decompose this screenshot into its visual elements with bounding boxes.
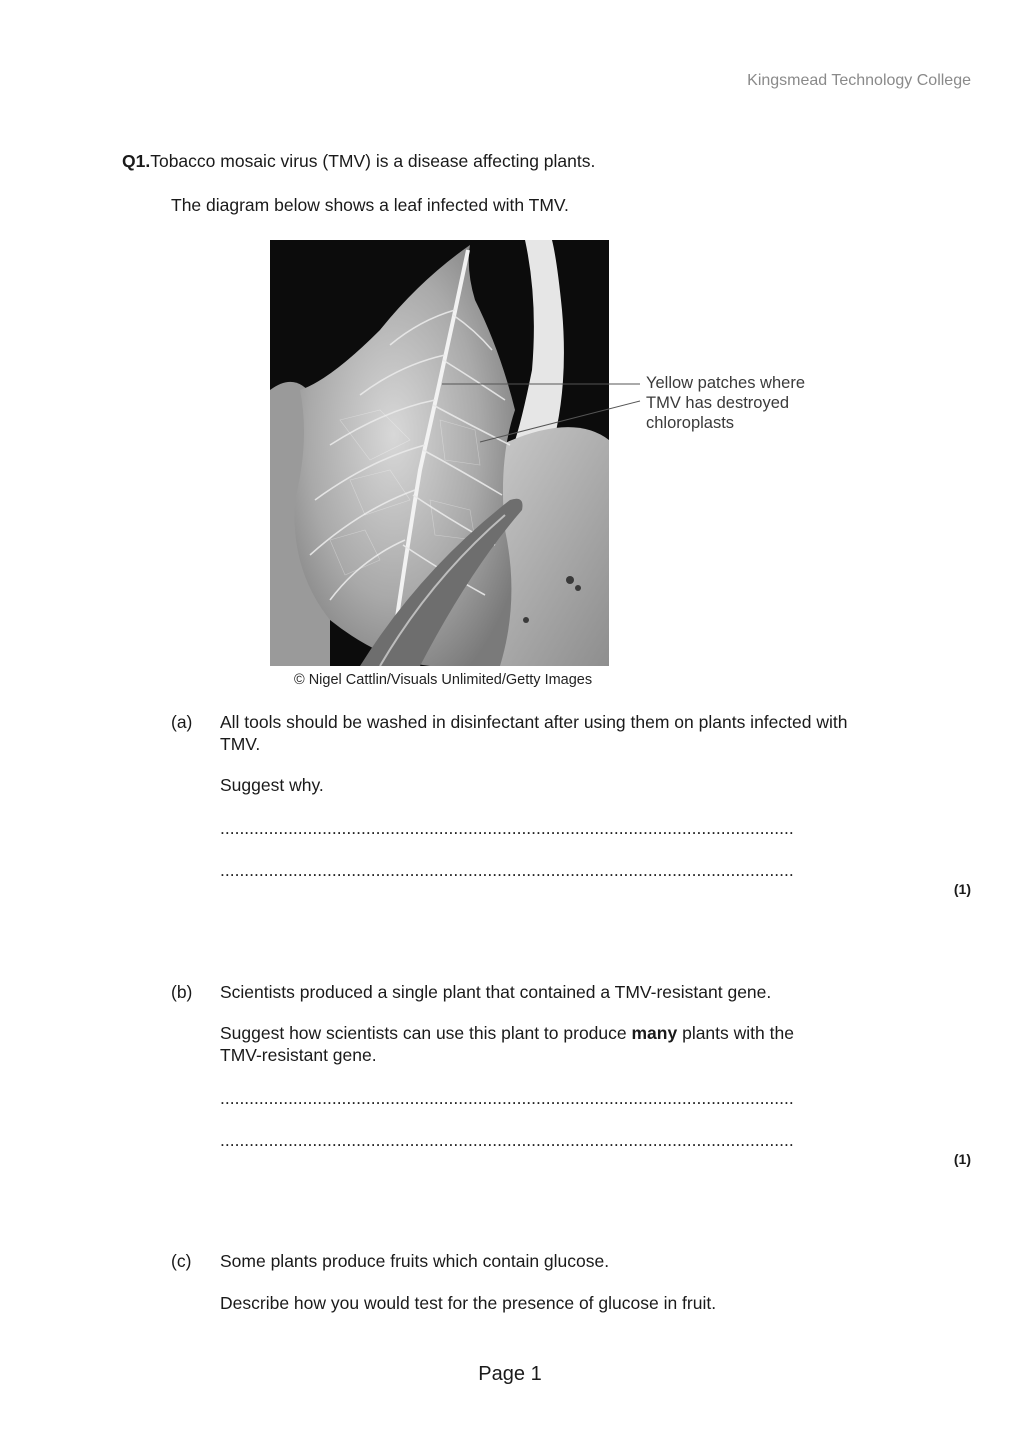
leaf-annotation-line-3: chloroplasts [646, 414, 735, 432]
part-b-prompt-post: plants with the [677, 1023, 794, 1043]
diagram-intro: The diagram below shows a leaf infected with TMV. [171, 195, 569, 215]
question-intro: Tobacco mosaic virus (TMV) is a disease affecting plants. [150, 151, 596, 171]
part-b-text-line-1: Scientists produced a single plant that contained a TMV-resistant gene. [220, 982, 772, 1002]
leaf-annotation [646, 373, 805, 433]
part-a-answer-line-1[interactable]: ...................................................................................................................... [220, 818, 794, 838]
photo-credit: © Nigel Cattlin/Visuals Unlimited/Getty Images [294, 672, 593, 688]
school-name: Kingsmead Technology College [747, 72, 971, 89]
question-number: Q1. [122, 151, 151, 171]
part-a-text-line-2: TMV. [220, 734, 261, 754]
part-b-prompt-bold: many [631, 1023, 678, 1043]
part-c-prompt: Describe how you would test for the presence of glucose in fruit. [220, 1293, 717, 1313]
part-b-prompt-line-1 [220, 1023, 794, 1044]
part-c-letter: (c) [171, 1251, 192, 1271]
leaf-annotation-line-1: Yellow patches where [646, 374, 805, 392]
part-a-prompt: Suggest why. [220, 775, 324, 795]
question-heading [122, 151, 595, 172]
part-b-answer-line-1[interactable]: ...................................................................................................................... [220, 1088, 794, 1108]
part-b-prompt-line-2: TMV-resistant gene. [220, 1045, 377, 1065]
part-c-text-line-1: Some plants produce fruits which contain glucose. [220, 1251, 610, 1271]
part-b-letter: (b) [171, 982, 193, 1002]
part-b-answer-line-2[interactable]: ...................................................................................................................... [220, 1130, 794, 1150]
part-a-text-line-1: All tools should be washed in disinfectant after using them on plants infected with [220, 712, 848, 732]
part-a-answer-line-2[interactable]: ...................................................................................................................... [220, 860, 794, 880]
page-number: Page 1 [478, 1363, 542, 1385]
part-a-marks: (1) [953, 881, 971, 897]
leaf-photo [270, 240, 609, 666]
part-b-marks: (1) [953, 1151, 971, 1167]
part-b-prompt-pre: Suggest how scientists can use this plant to produce [220, 1023, 632, 1043]
leaf-annotation-line-2: TMV has destroyed [646, 394, 790, 412]
part-a-letter: (a) [171, 712, 193, 732]
